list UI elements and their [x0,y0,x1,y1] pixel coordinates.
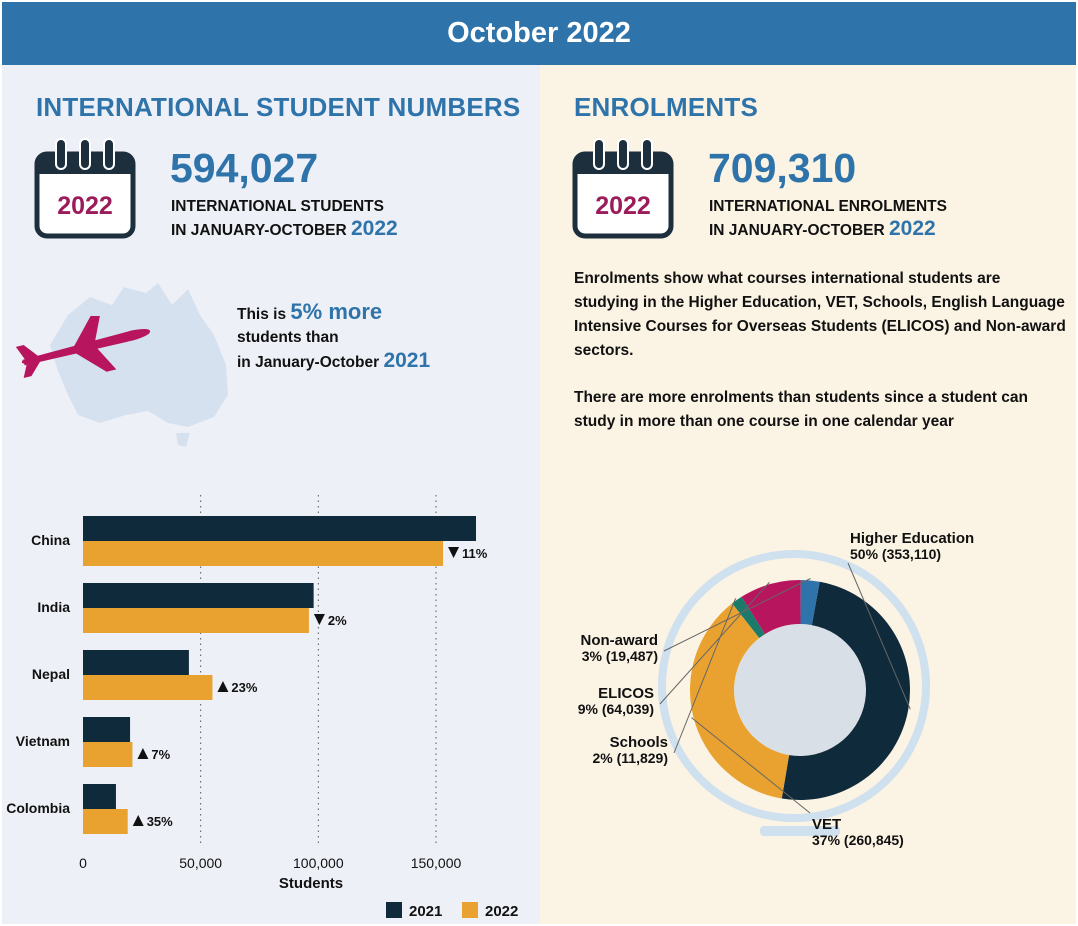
donut-slice-value: 3% (19,487) [581,648,658,664]
category-label: China [31,532,70,548]
bar-2021 [83,717,130,742]
change-label: 2% [327,613,347,628]
legend-swatch-2021 [386,902,402,918]
x-axis-label: Students [278,875,344,892]
donut-slice-name: Schools [609,734,668,751]
bar-2022 [83,675,212,700]
donut-slice-name: ELICOS [598,685,654,702]
category-label: Nepal [31,666,70,682]
bar-2022 [83,742,132,767]
donut-slice-value: 2% (11,829) [592,750,668,766]
bar-2021 [83,650,189,675]
page-title: October 2022 [447,17,631,49]
student-subtitle-year: 2022 [351,217,398,240]
bar-2022 [83,809,128,834]
down-triangle-icon [448,547,459,558]
change-label: 35% [146,814,173,829]
up-triangle-icon [217,681,228,692]
bar-2022 [83,541,443,566]
enrolment-explanation: There are more enrolments than students since a student can study in more than one course in one calendar year [574,389,1028,430]
category-label: Colombia [6,800,70,816]
donut-slice-value: 50% (353,110) [850,546,942,562]
growth-note [237,300,430,374]
x-tick-label: 100,000 [293,855,344,871]
change-label: 7% [151,747,171,762]
enrolment-subtitle-year: 2022 [889,217,936,240]
enrolment-total: 709,310 [708,145,857,191]
student-subtitle-line2: IN JANUARY-OCTOBER [171,222,347,239]
up-triangle-icon [133,815,144,826]
down-triangle-icon [314,614,325,625]
student-subtitle-line1: INTERNATIONAL STUDENTS [171,198,384,215]
growth-note-year: 2021 [383,349,431,372]
students-section-title: INTERNATIONAL STUDENT NUMBERS [36,92,521,122]
change-label: 23% [231,680,258,695]
calendar-icon [572,137,674,239]
category-label: Vietnam [15,733,70,749]
donut-slice-name: Non-award [580,632,658,649]
growth-note-pct: 5% more [290,299,383,324]
student-subtitle [171,196,398,242]
donut-slice-value: 37% (260,845) [812,832,904,848]
calendar-icon [34,137,136,239]
enrolment-subtitle-line1: INTERNATIONAL ENROLMENTS [709,198,947,215]
enrolment-subtitle-line2: IN JANUARY-OCTOBER [709,222,885,239]
donut-slice-name: VET [812,816,842,833]
enrolments-section-title: ENROLMENTS [574,92,758,122]
change-label: 11% [462,546,488,561]
legend-label-2021: 2021 [409,903,443,920]
x-tick-label: 150,000 [410,855,462,871]
bar-2021 [83,516,476,541]
donut-slice-name: Higher Education [850,530,975,547]
bar-2021 [83,583,314,608]
legend-swatch-2022 [462,902,478,918]
bar-2021 [83,784,116,809]
airplane-icon [16,316,156,378]
category-label: India [37,599,70,615]
growth-note-post: in January-October [237,354,380,371]
calendar-year-students: 2022 [57,192,113,220]
header-bar [2,2,1076,65]
donut-slice-value: 9% (64,039) [577,701,654,717]
growth-note-mid: students than [237,329,339,346]
up-triangle-icon [137,748,148,759]
enrolment-subtitle [709,196,947,242]
x-tick-label: 0 [79,855,87,871]
legend-label-2022: 2022 [485,903,519,920]
calendar-year-enrolments: 2022 [595,192,651,220]
student-total: 594,027 [170,145,319,191]
growth-note-pre: This is [237,306,287,323]
enrolment-description: Enrolments show what courses international students are studying in the Higher Education, VET, Schools, English Language Intensive Courses for Overseas Students (ELICOS) and Non-award sectors. [574,270,1066,359]
donut-center [734,624,866,756]
bar-2022 [83,608,309,633]
enrolment-donut-chart [540,500,1078,900]
student-bar-chart [0,490,540,926]
x-tick-label: 50,000 [179,855,223,871]
